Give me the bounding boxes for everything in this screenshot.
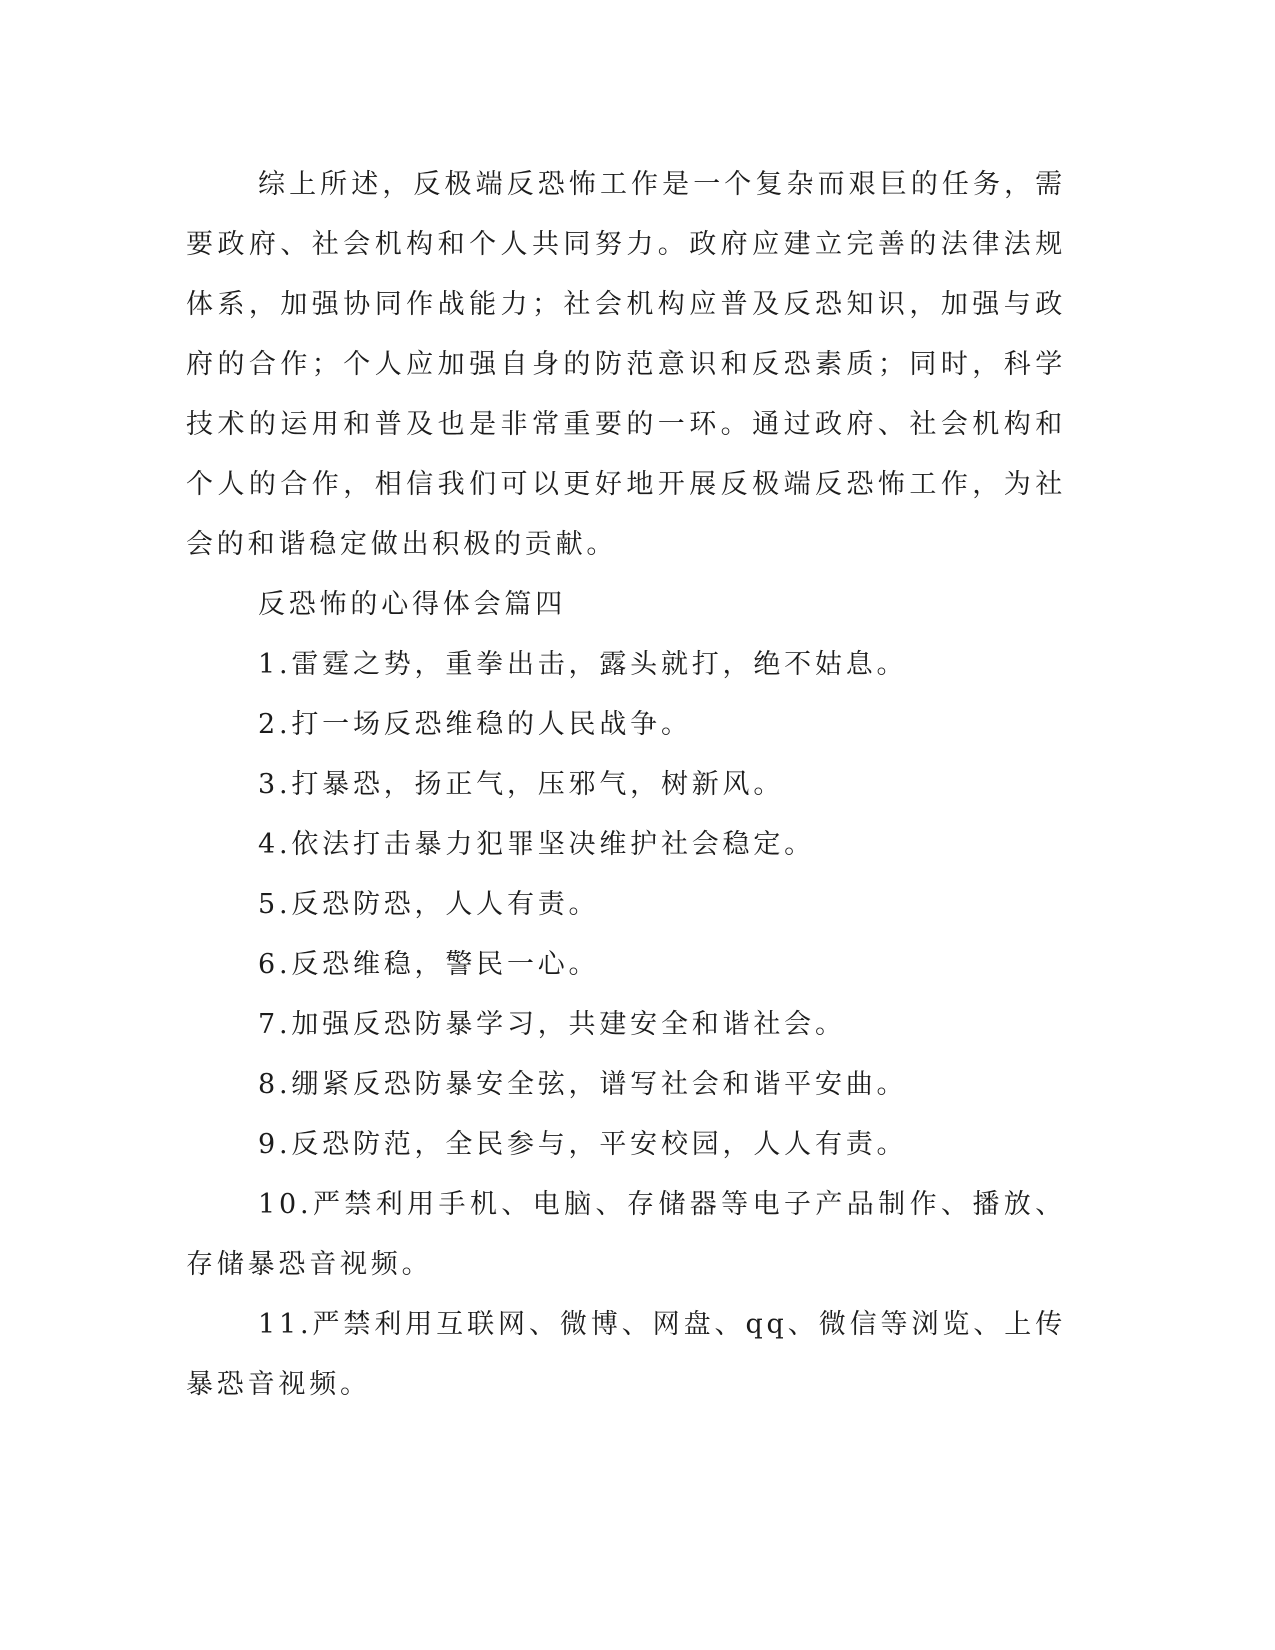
list-item: 7.加强反恐防暴学习，共建安全和谐社会。 (258, 1009, 846, 1040)
list-item: 6.反恐维稳，警民一心。 (258, 949, 600, 980)
list-item: 4.依法打击暴力犯罪坚决维护社会稳定。 (258, 829, 815, 860)
list-item: 5.反恐防恐，人人有责。 (258, 889, 600, 920)
list-item: 8.绷紧反恐防暴安全弦，谱写社会和谐平安曲。 (258, 1069, 908, 1100)
section-heading: 反恐怖的心得体会篇四 (258, 589, 566, 620)
conclusion-paragraph: 综上所述，反极端反恐怖工作是一个复杂而艰巨的任务，需要政府、社会机构和个人共同努力。政府应建立完善的法律法规体系，加强协同作战能力；社会机构应普及反恐知识，加强与政府的合作；个人应加强自身的防范意识和反恐素质；同时，科学技术的运用和普及也是非常重要的一环。通过政府、社会机构和个人的合作，相信我们可以更好地开展反极端反恐怖工作，为社会的和谐稳定做出积极的贡献。 (186, 169, 1066, 560)
list-item: 9.反恐防范，全民参与，平安校园，人人有责。 (258, 1129, 908, 1160)
list-item: 2.打一场反恐维稳的人民战争。 (258, 709, 692, 740)
document-body (186, 155, 1066, 1415)
list-item: 3.打暴恐，扬正气，压邪气，树新风。 (258, 769, 785, 800)
list-item: 10.严禁利用手机、电脑、存储器等电子产品制作、播放、存储暴恐音视频。 (186, 1189, 1066, 1280)
list-item: 1.雷霆之势，重拳出击，露头就打，绝不姑息。 (258, 649, 908, 680)
list-item: 11.严禁利用互联网、微博、网盘、qq、微信等浏览、上传暴恐音视频。 (186, 1309, 1066, 1400)
